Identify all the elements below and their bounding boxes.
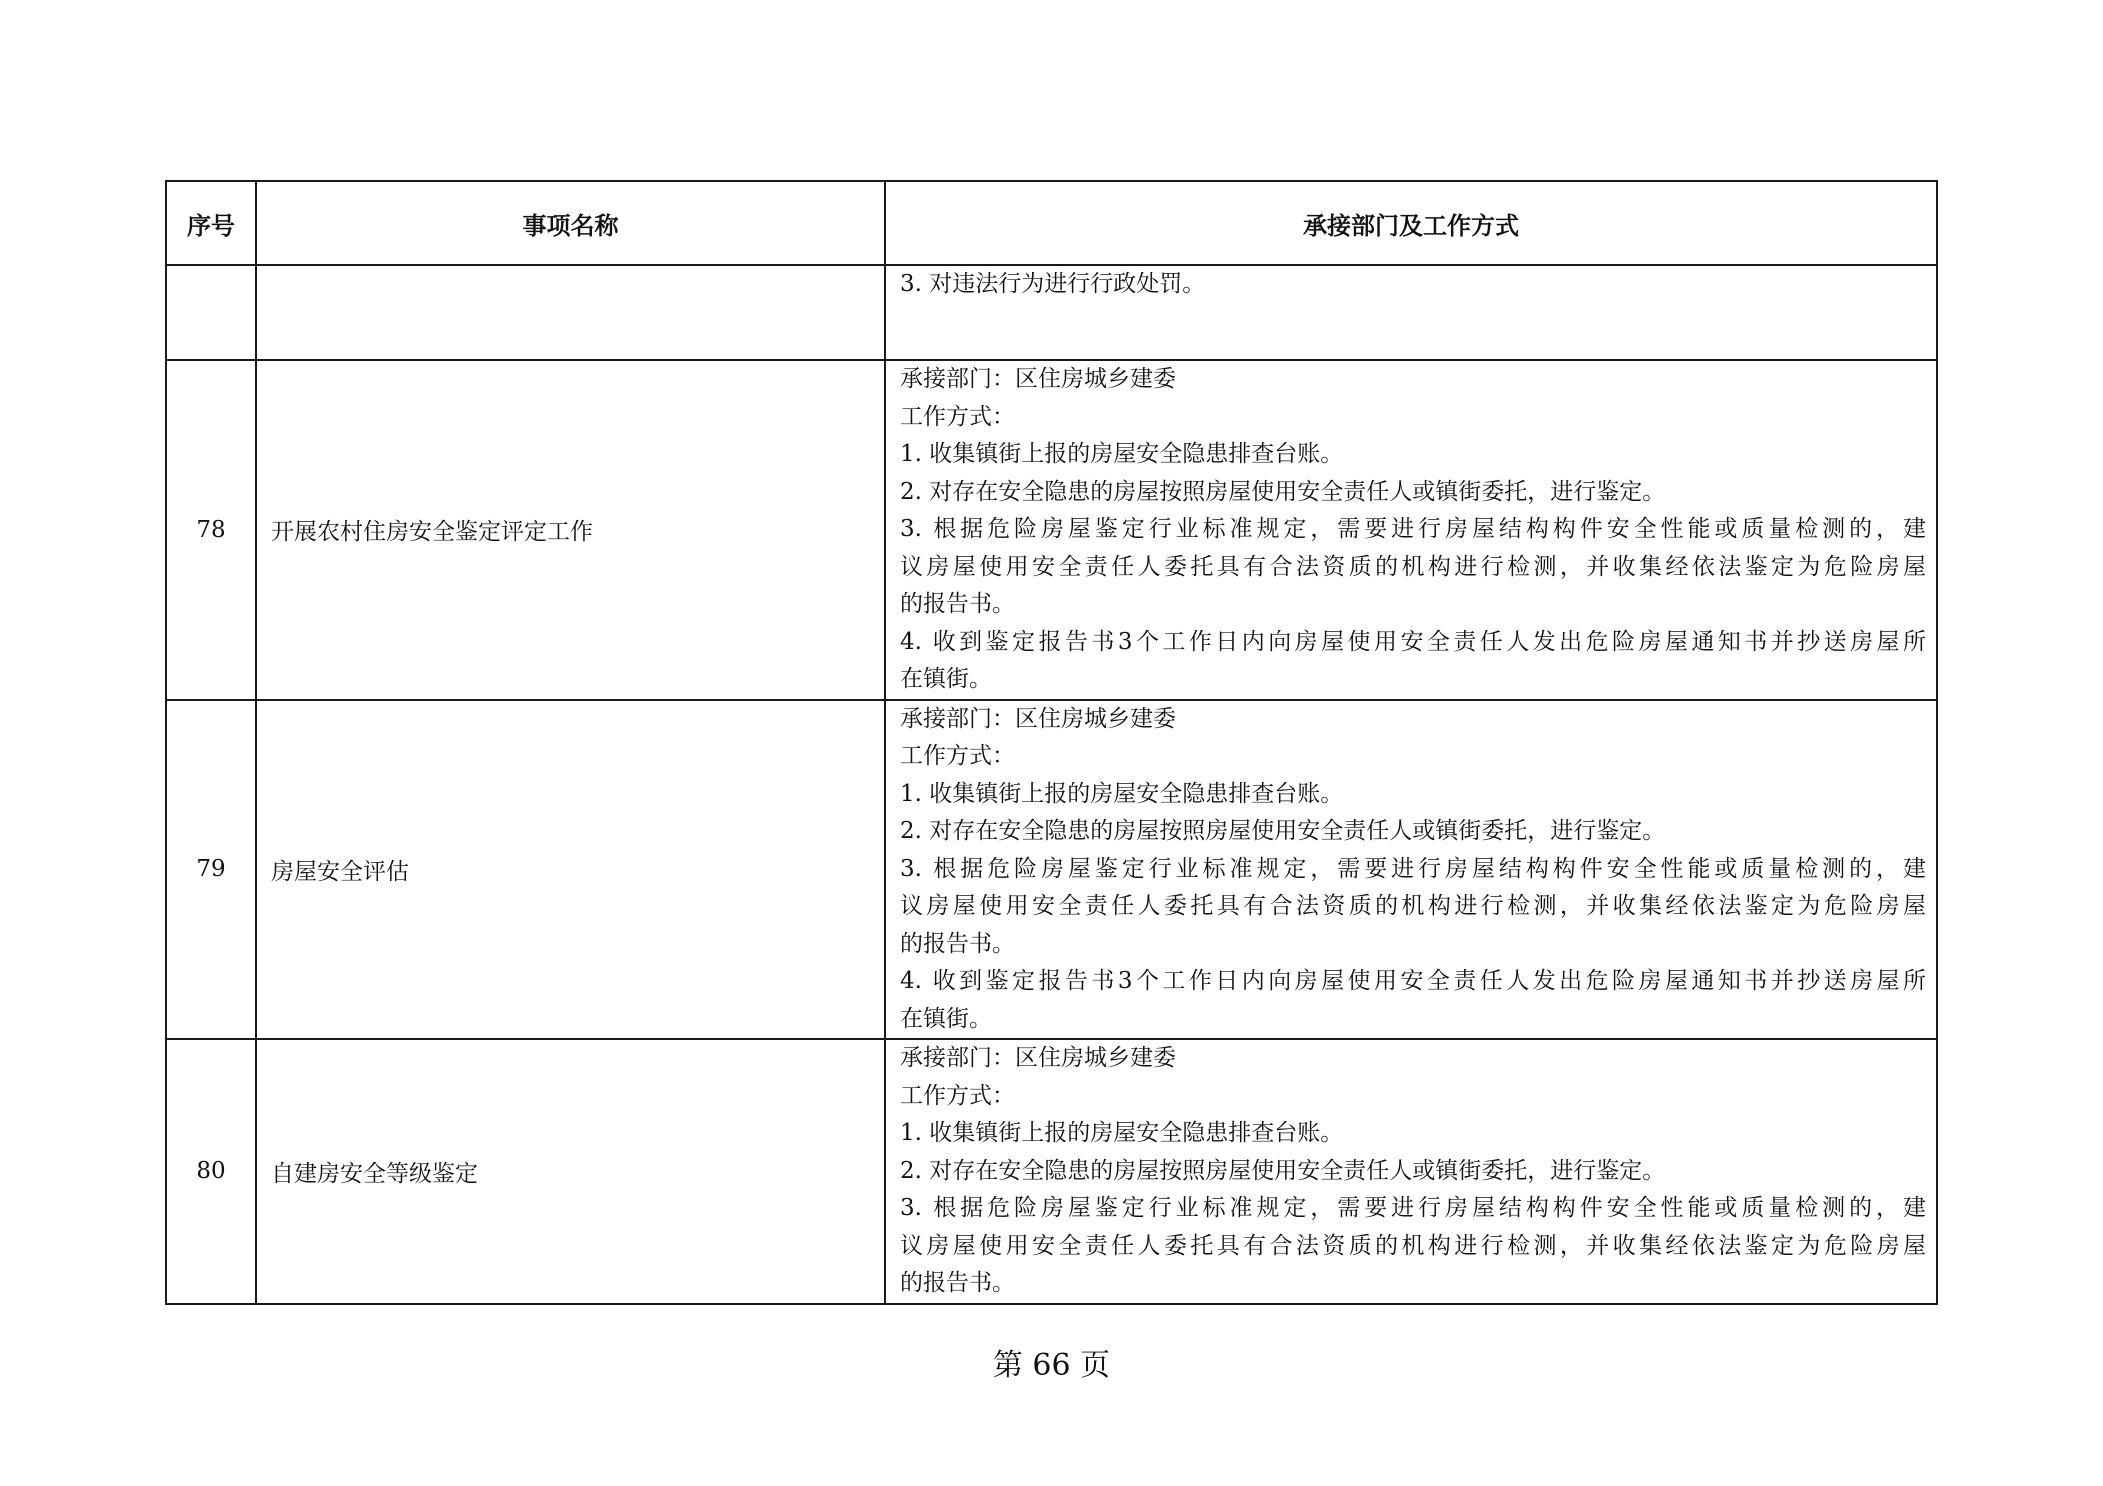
- service-items-table: [165, 180, 1938, 1305]
- table-row: [166, 360, 1937, 700]
- row-no: 80: [166, 1039, 256, 1304]
- dept-line: 2. 对存在安全隐患的房屋按照房屋使用安全责任人或镇街委托，进行鉴定。: [900, 818, 1666, 844]
- dept-line: 4. 收到鉴定报告书3个工作日内向房屋使用安全责任人发出危险房屋通知书并抄送房屋所: [900, 968, 1926, 994]
- row-item-name: 房屋安全评估: [256, 700, 885, 1040]
- dept-line: 承接部门：区住房城乡建委: [900, 366, 1176, 392]
- row-no: 79: [166, 700, 256, 1040]
- row-dept-method: [885, 265, 1937, 360]
- dept-line: 议房屋使用安全责任人委托具有合法资质的机构进行检测，并收集经依法鉴定为危险房屋: [900, 893, 1926, 919]
- row-no: [166, 265, 256, 360]
- row-item-name: 开展农村住房安全鉴定评定工作: [256, 360, 885, 700]
- dept-line: 工作方式：: [900, 403, 1015, 430]
- row-dept-method: [885, 700, 1937, 1040]
- dept-line: 工作方式：: [900, 1082, 1015, 1109]
- dept-line: 2. 对存在安全隐患的房屋按照房屋使用安全责任人或镇街委托，进行鉴定。: [900, 1157, 1666, 1184]
- row-dept-method: [885, 1039, 1937, 1304]
- table-row: [166, 1039, 1937, 1304]
- dept-line: 1. 收集镇街上报的房屋安全隐患排查台账。: [900, 780, 1344, 807]
- header-item-name: 事项名称: [256, 181, 885, 265]
- dept-line: 1. 收集镇街上报的房屋安全隐患排查台账。: [900, 1120, 1344, 1146]
- dept-line: 在镇街。: [900, 1005, 992, 1032]
- dept-line: 议房屋使用安全责任人委托具有合法资质的机构进行检测，并收集经依法鉴定为危险房屋: [900, 553, 1926, 580]
- dept-line: 3. 根据危险房屋鉴定行业标准规定，需要进行房屋结构构件安全性能或质量检测的，建: [900, 516, 1926, 542]
- dept-line: 1. 收集镇街上报的房屋安全隐患排查台账。: [900, 441, 1344, 467]
- dept-line: 承接部门：区住房城乡建委: [900, 705, 1176, 732]
- row-item-name: 自建房安全等级鉴定: [256, 1039, 885, 1304]
- dept-line: 承接部门：区住房城乡建委: [900, 1045, 1176, 1071]
- page-number: 第 66 页: [992, 1348, 1111, 1383]
- dept-line: 3. 对违法行为进行行政处罚。: [900, 271, 1206, 297]
- dept-line: 2. 对存在安全隐患的房屋按照房屋使用安全责任人或镇街委托，进行鉴定。: [900, 478, 1666, 505]
- dept-line: 3. 根据危险房屋鉴定行业标准规定，需要进行房屋结构构件安全性能或质量检测的，建: [900, 855, 1926, 882]
- dept-line: 的报告书。: [900, 1270, 1015, 1296]
- header-no: 序号: [166, 181, 256, 265]
- dept-line: 的报告书。: [900, 591, 1015, 617]
- table-row: [166, 265, 1937, 360]
- row-no: 78: [166, 360, 256, 700]
- dept-line: 工作方式：: [900, 743, 1015, 769]
- dept-line: 4. 收到鉴定报告书3个工作日内向房屋使用安全责任人发出危险房屋通知书并抄送房屋所: [900, 628, 1926, 655]
- dept-line: 的报告书。: [900, 930, 1015, 957]
- row-item-name: [256, 265, 885, 360]
- row-dept-method: [885, 360, 1937, 700]
- dept-line: 议房屋使用安全责任人委托具有合法资质的机构进行检测，并收集经依法鉴定为危险房屋: [900, 1232, 1926, 1259]
- table-header-row: [166, 181, 1937, 265]
- dept-line: 在镇街。: [900, 666, 992, 692]
- dept-line: 3. 根据危险房屋鉴定行业标准规定，需要进行房屋结构构件安全性能或质量检测的，建: [900, 1195, 1926, 1221]
- header-dept-method: 承接部门及工作方式: [885, 181, 1937, 265]
- table-row: [166, 700, 1937, 1040]
